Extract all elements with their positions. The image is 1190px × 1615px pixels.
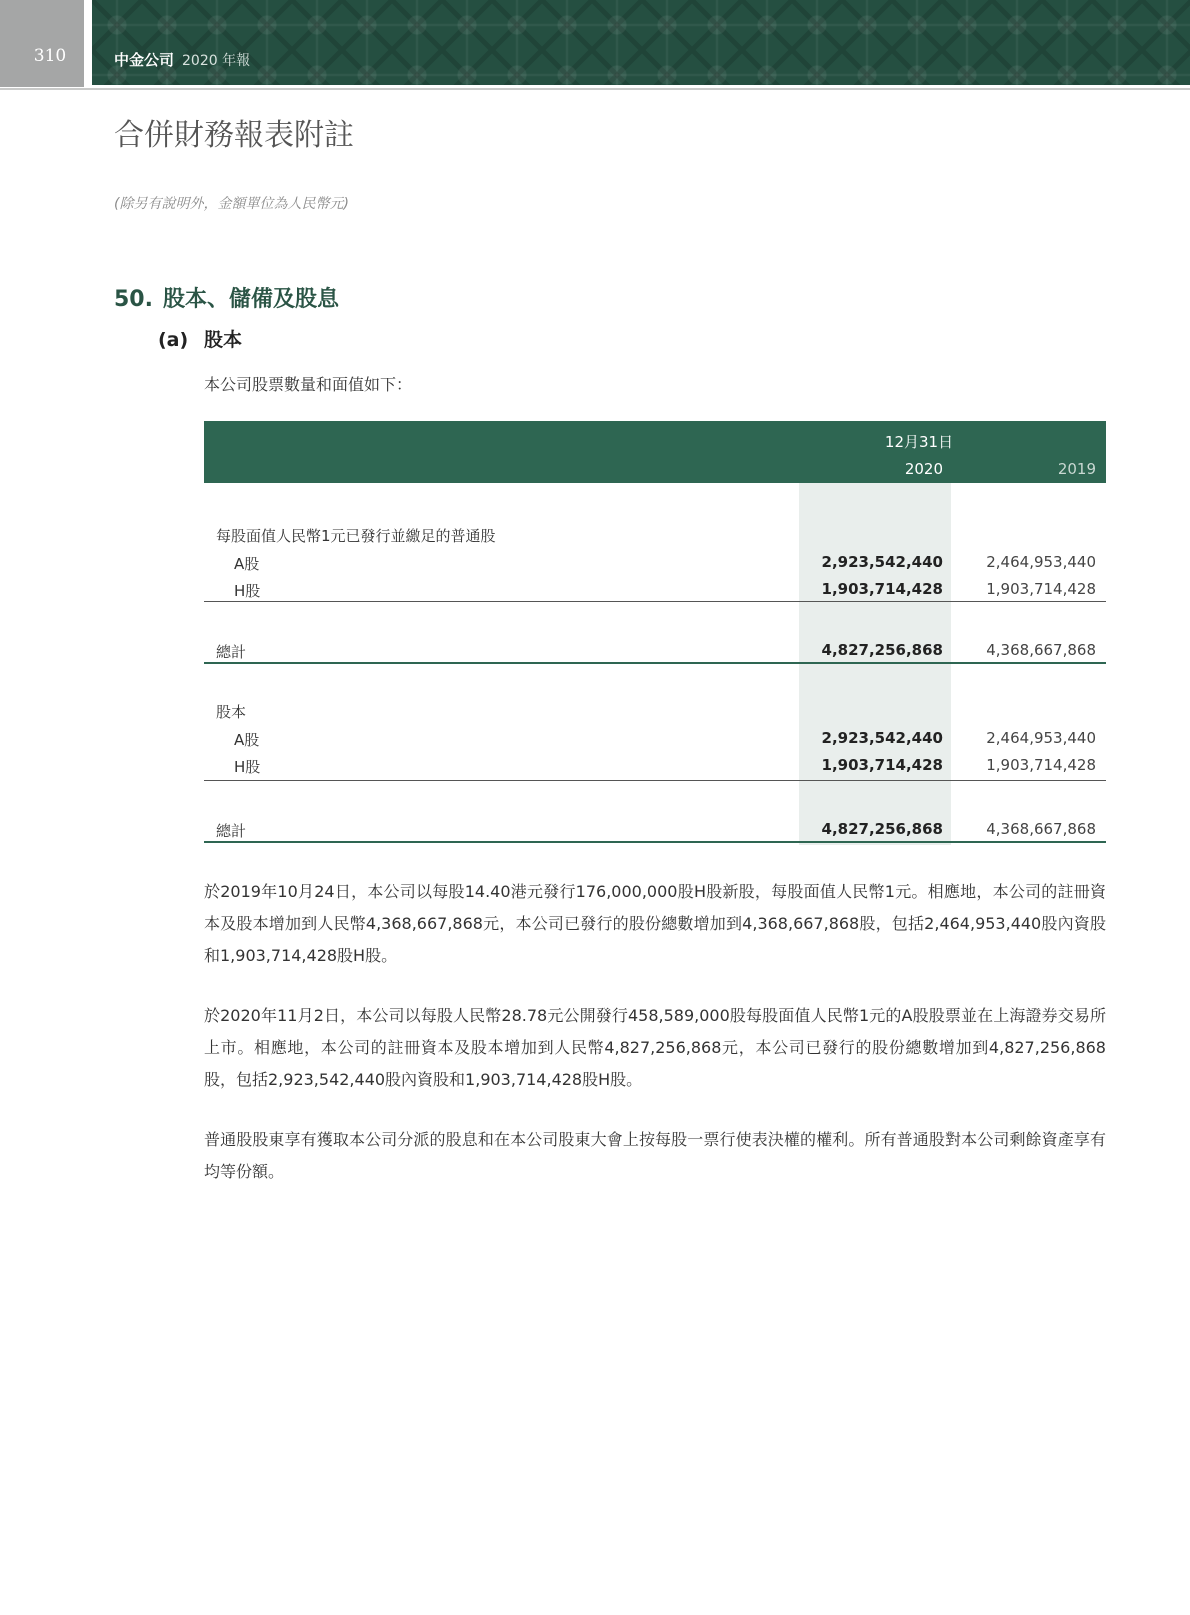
page-number-box (0, 0, 84, 87)
paragraph-shareholder-rights: 普通股股東享有獲取本公司分派的股息和在本公司股東大會上按每股一票行使表決權的權利。所有普通股對本公司剩餘資產享有均等份額。 (204, 1130, 1106, 1181)
table-header (204, 421, 1106, 483)
total-2019: 4,368,667,868 (986, 641, 1096, 659)
section-heading (114, 282, 339, 313)
company-name: 中金公司 (114, 51, 175, 69)
intro-text: 本公司股票數量和面值如下： (204, 375, 413, 394)
report-name: 2020 年報 (182, 53, 251, 69)
row-label-h-shares: H股 (234, 758, 261, 776)
highlight-column-2020 (799, 483, 951, 845)
total-2020: 4,827,256,868 (821, 820, 943, 838)
subsection-title: 股本 (204, 329, 243, 351)
share-capital-table (204, 421, 1106, 845)
value-2019: 1,903,714,428 (986, 580, 1096, 598)
value-2020: 1,903,714,428 (821, 756, 943, 774)
value-2020: 1,903,714,428 (821, 580, 943, 598)
group-label-ordinary-shares: 每股面值人民幣1元已發行並繳足的普通股 (216, 527, 496, 545)
divider (204, 601, 1106, 602)
value-2020: 2,923,542,440 (821, 553, 943, 571)
section-title: 股本、儲備及股息 (162, 287, 339, 312)
row-label-h-shares: H股 (234, 582, 261, 600)
section-number: 50. (114, 287, 153, 312)
header-2019: 2019 (1057, 460, 1096, 478)
total-2019: 4,368,667,868 (986, 820, 1096, 838)
unit-note: (除另有說明外，金額單位為人民幣元) (114, 196, 349, 212)
value-2019: 1,903,714,428 (986, 756, 1096, 774)
subsection-heading (158, 325, 242, 352)
row-label-total: 總計 (216, 643, 247, 661)
header-date: 12月31日 (884, 433, 954, 451)
page-title: 合併財務報表附註 (114, 118, 354, 153)
divider (204, 780, 1106, 781)
value-2020: 2,923,542,440 (821, 729, 943, 747)
value-2019: 2,464,953,440 (986, 553, 1096, 571)
header-banner (92, 0, 1190, 85)
header-title (114, 49, 250, 70)
row-label-a-shares: A股 (234, 731, 260, 749)
row-label-total: 總計 (216, 822, 247, 840)
page-number: 310 (33, 46, 67, 66)
header-rule (0, 88, 1190, 90)
divider (204, 662, 1106, 664)
group-label-share-capital: 股本 (216, 703, 247, 721)
paragraph-2020-issuance: 於2020年11月2日，本公司以每股人民幣28.78元公開發行458,589,000股每股面值人民幣1元的A股股票並在上海證券交易所上市。相應地，本公司的註冊資本及股本增加到人民幣4,827,256,868元，本公司已發行的股份總數增加到4,827,256,868股，包括2,923,542,440股內資股和1,903,714,428股H股。 (204, 1006, 1106, 1089)
subsection-number: (a) (158, 329, 189, 351)
paragraph-2019-issuance: 於2019年10月24日，本公司以每股14.40港元發行176,000,000股H股新股，每股面值人民幣1元。相應地，本公司的註冊資本及股本增加到人民幣4,368,667,868元，本公司已發行的股份總數增加到4,368,667,868股，包括2,464,953,440股內資股和1,903,714,428股H股。 (204, 882, 1106, 965)
value-2019: 2,464,953,440 (986, 729, 1096, 747)
total-2020: 4,827,256,868 (821, 641, 943, 659)
row-label-a-shares: A股 (234, 555, 260, 573)
divider (204, 841, 1106, 843)
header-2020: 2020 (904, 460, 943, 478)
